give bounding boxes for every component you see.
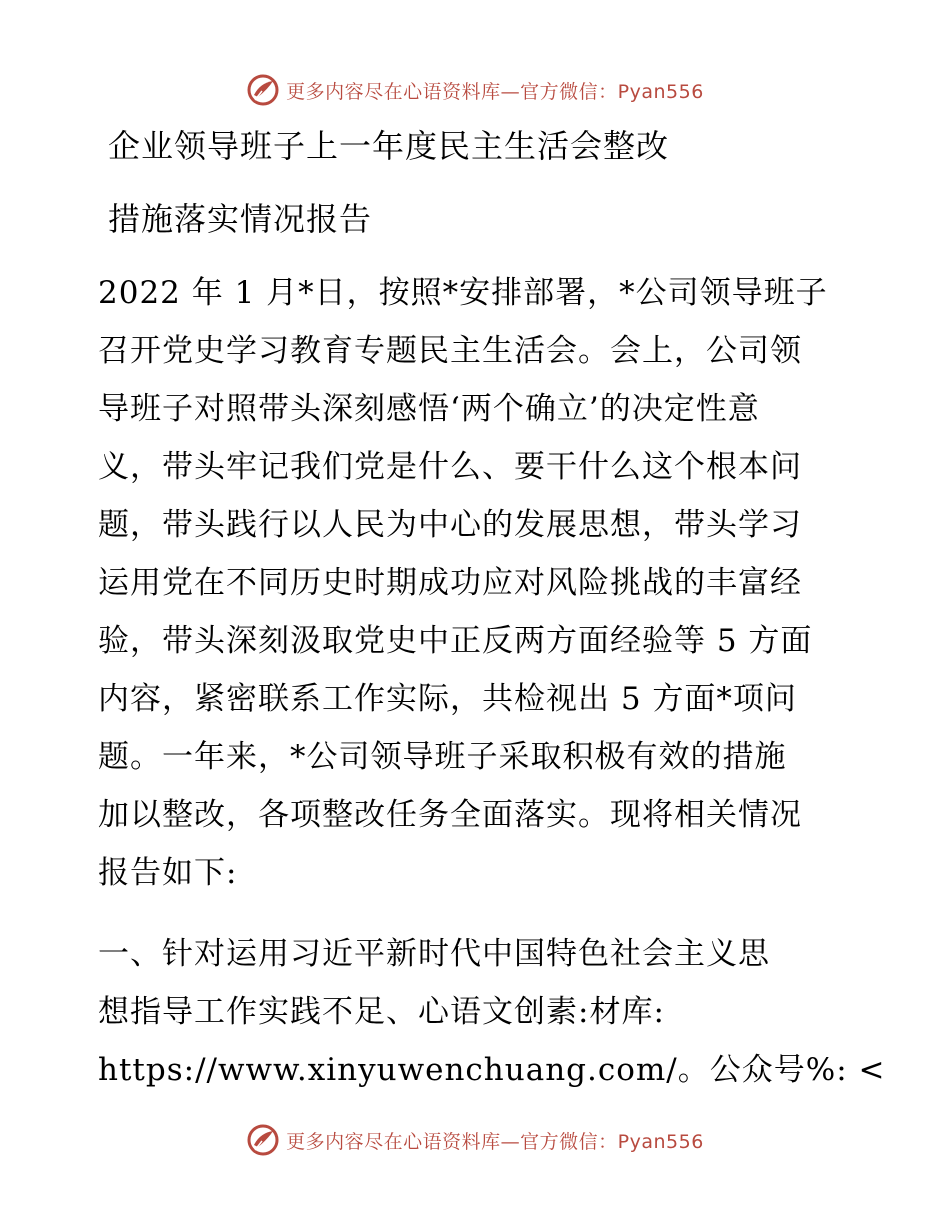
body-paragraph-2 xyxy=(98,925,886,1099)
watermark-wechat-id: Pyan556 xyxy=(617,80,704,103)
paragraph-line: 题。一年来，*公司领导班子采取积极有效的措施 xyxy=(98,739,787,775)
paragraph-line: 内容，紧密联系工作实际，共检视出 5 方面*项问 xyxy=(98,681,797,717)
quill-logo-icon xyxy=(246,1123,280,1157)
header-watermark xyxy=(0,70,950,110)
document-title-line-1: 企业领导班子上一年度民主生活会整改 xyxy=(108,127,670,165)
paragraph-line: 验，带头深刻汲取党史中正反两方面经验等 5 方面 xyxy=(98,623,813,659)
paragraph-line: https://www.xinyuwenchuang.com/。公众号%: < xyxy=(98,1052,886,1088)
paragraph-line: 导班子对照带头深刻感悟‘两个确立’的决定性意 xyxy=(98,391,760,427)
paragraph-line: 报告如下: xyxy=(98,855,238,891)
paragraph-line: 义，带头牢记我们党是什么、要干什么这个根本问 xyxy=(98,449,802,485)
body-paragraph-1 xyxy=(98,264,858,902)
watermark-text xyxy=(286,1127,704,1154)
watermark-label: 更多内容尽在心语资料库—官方微信： xyxy=(286,1130,618,1153)
watermark-wechat-id: Pyan556 xyxy=(617,1130,704,1153)
paragraph-line: 2022 年 1 月*日，按照*安排部署，*公司领导班子 xyxy=(98,275,828,311)
paragraph-line: 运用党在不同历史时期成功应对风险挑战的丰富经 xyxy=(98,565,802,601)
paragraph-line: 召开党史学习教育专题民主生活会。会上，公司领 xyxy=(98,333,802,369)
watermark-label: 更多内容尽在心语资料库—官方微信： xyxy=(286,80,618,103)
footer-watermark xyxy=(0,1120,950,1160)
document-title-line-2: 措施落实情况报告 xyxy=(108,200,373,238)
paragraph-line: 想指导工作实践不足、心语文创素:材库: xyxy=(98,994,665,1030)
paragraph-line: 加以整改，各项整改任务全面落实。现将相关情况 xyxy=(98,797,802,833)
section-heading-line: 一、针对运用习近平新时代中国特色社会主义思 xyxy=(98,936,770,972)
paragraph-line: 题，带头践行以人民为中心的发展思想，带头学习 xyxy=(98,507,802,543)
quill-logo-icon xyxy=(246,73,280,107)
watermark-text xyxy=(286,77,704,104)
